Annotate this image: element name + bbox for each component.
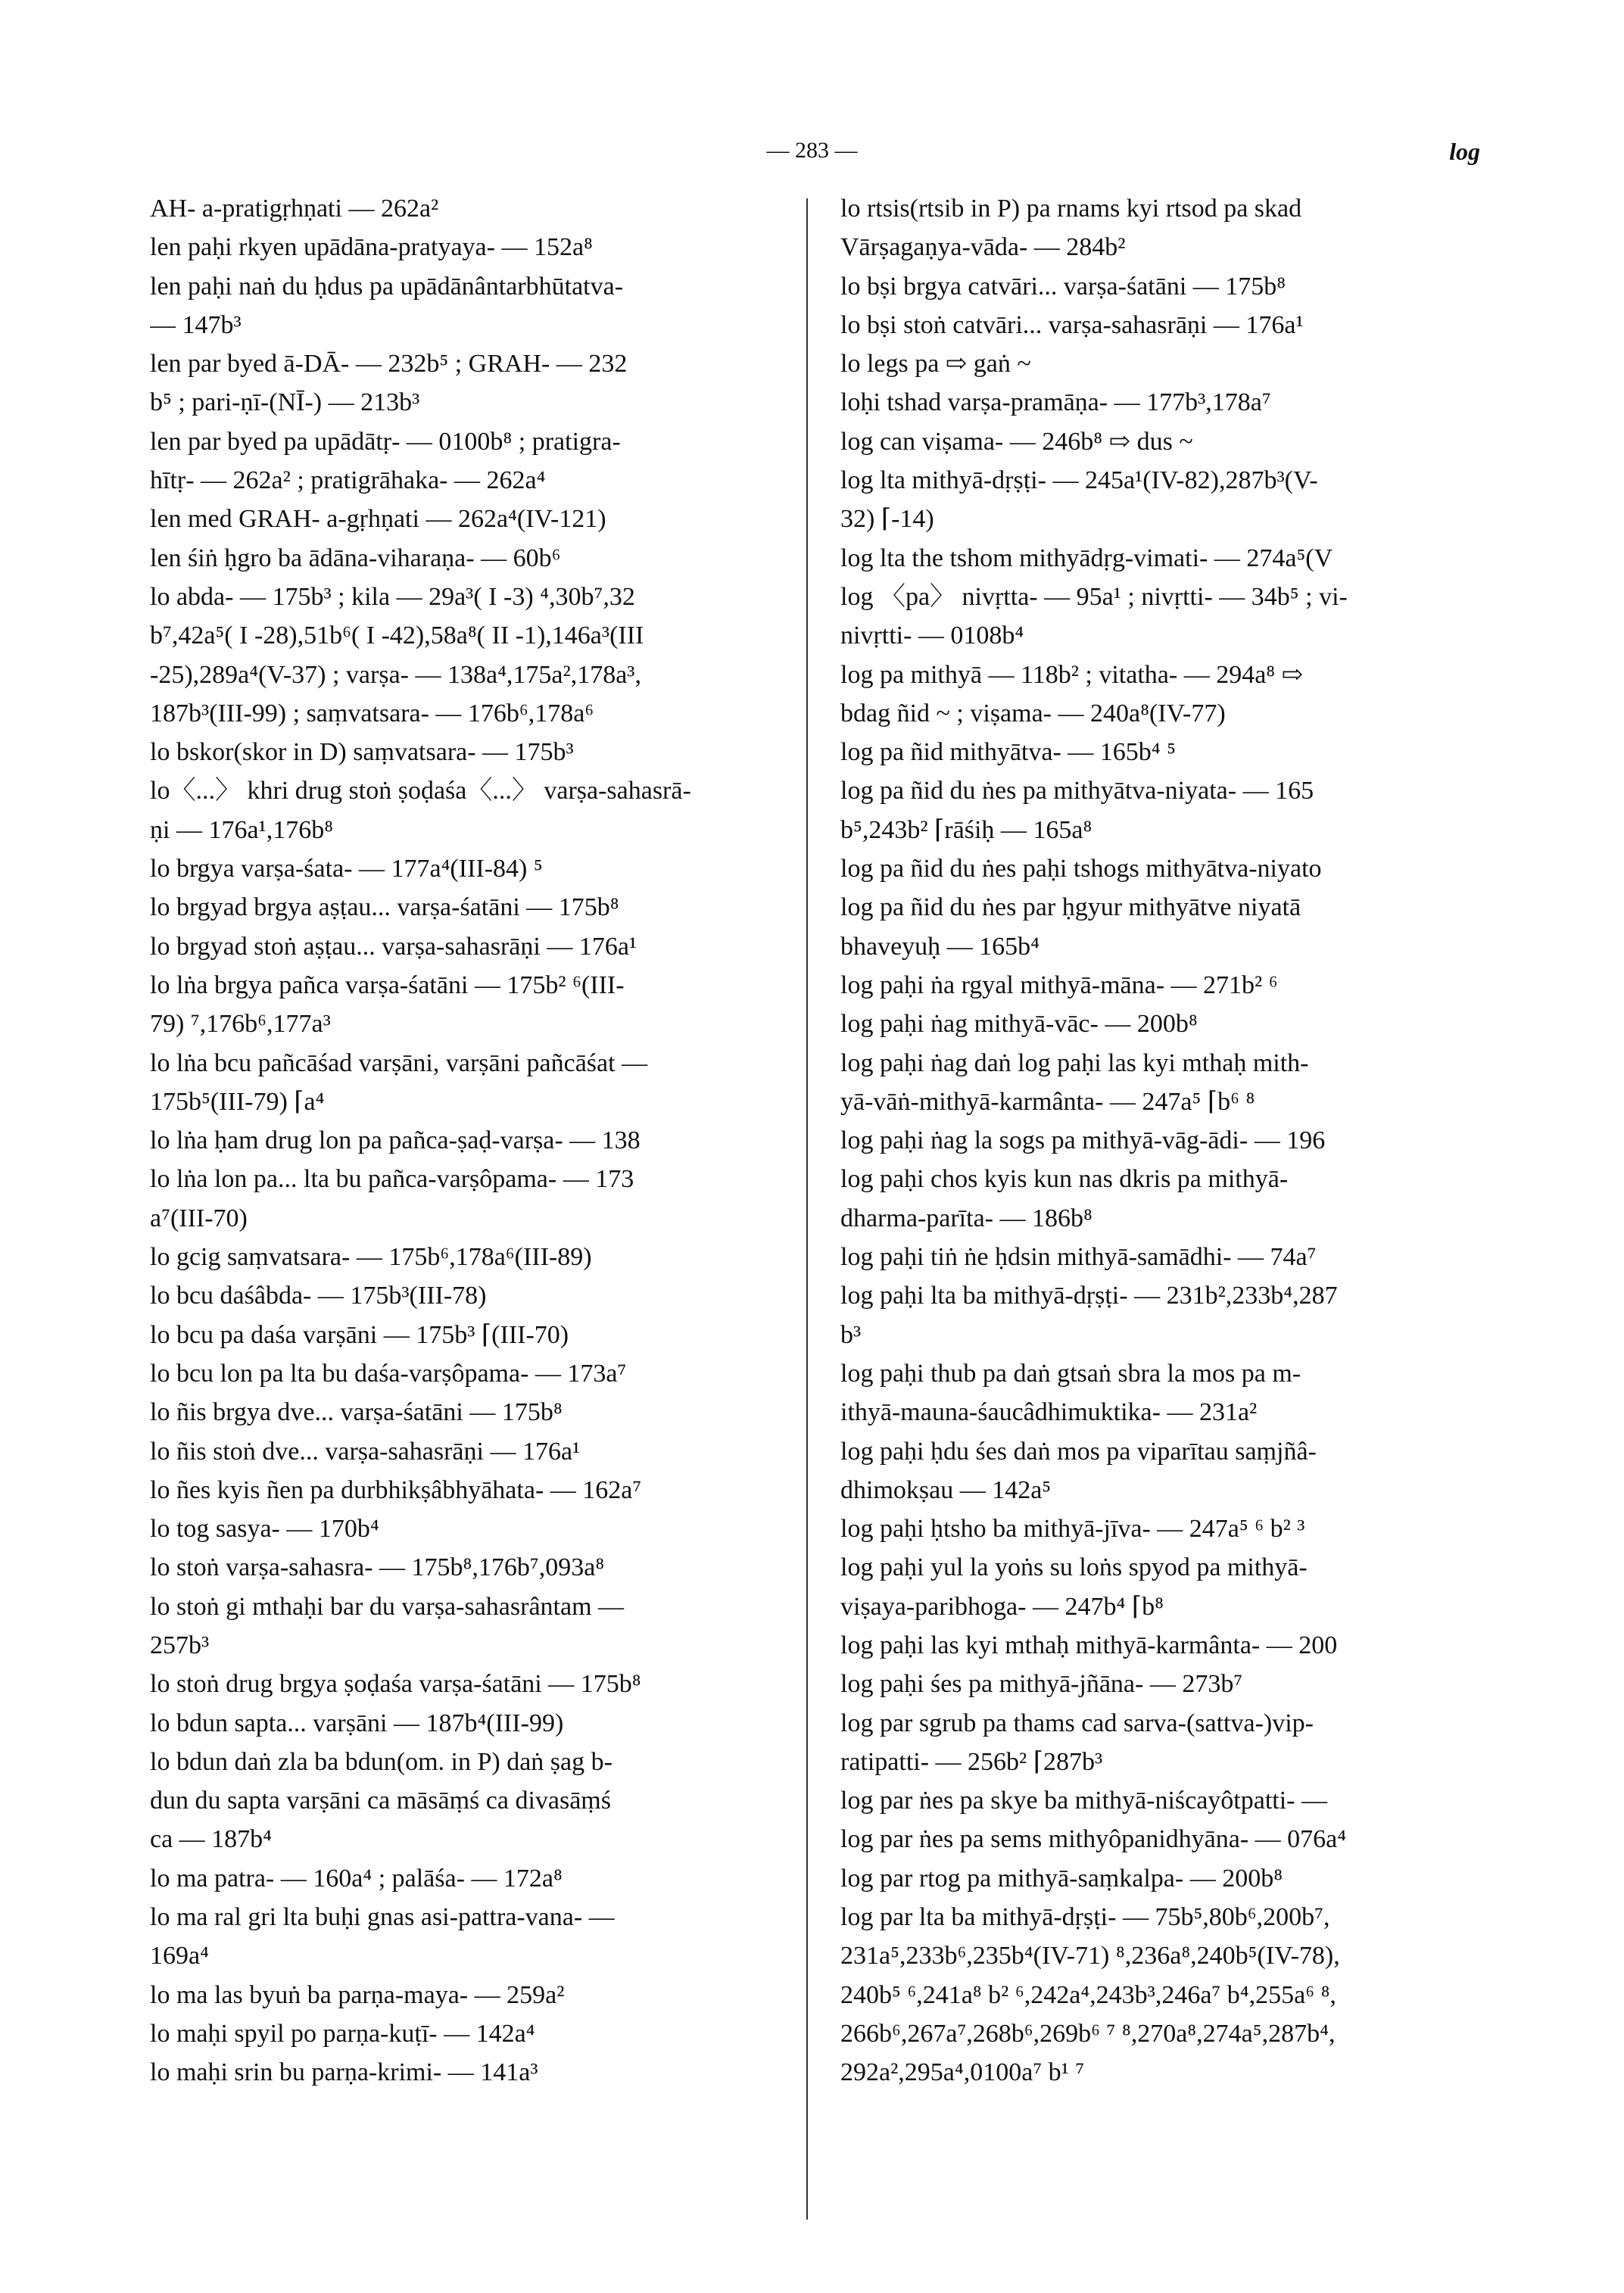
entry-line: lo bdun daṅ zla ba bdun(om. in P) daṅ ṣag b- [150, 1747, 613, 1776]
entry-line: lo abda- — 175b³ ; kila — 29a³( I -3) ⁴,30b⁷,32 [150, 582, 635, 611]
entry-line: lo tog sasya- — 170b⁴ [150, 1515, 379, 1544]
entry-line: 175b⁵(III-79) ⌈a⁴ [150, 1087, 325, 1116]
entry-line: log pa ñid du ṅes pa mithyātva-niyata- — 165 [840, 777, 1314, 805]
entry-line: ca — 187b⁴ [150, 1825, 273, 1854]
entry-line: lo bṣi stoṅ catvāri... varṣa-sahasrāṇi — 176a¹ [840, 310, 1304, 339]
entry-line: lo brgyad brgya aṣṭau... varṣa-śatāni — 175b⁸ [150, 893, 619, 922]
entry-line: len med GRAH- a-gṛhṇati — 262a⁴(IV-121) [150, 505, 606, 534]
entry-line: b³ [840, 1320, 862, 1349]
entry-line: 169a⁴ [150, 1942, 209, 1971]
entry-line: -25),289a⁴(V-37) ; varṣa- — 138a⁴,175a²,178a³, [150, 660, 642, 689]
entry-line: a⁷(III-70) [150, 1204, 248, 1232]
entry-line: lo ñes kyis ñen pa durbhikṣâbhyāhata- — 162a⁷ [150, 1475, 642, 1504]
entry-line: ratipatti- — 256b² ⌈287b³ [840, 1747, 1103, 1776]
entry-line: nivṛtti- — 0108b⁴ [840, 622, 1024, 650]
entry-line: hītṛ- — 262a² ; pratigrāhaka- — 262a⁴ [150, 466, 546, 495]
entry-line: log paḥi thub pa daṅ gtsaṅ sbra la mos pa m- [840, 1359, 1301, 1388]
entry-line: len śiṅ ḥgro ba ādāna-viharaṇa- — 60b⁶ [150, 544, 561, 572]
entry-line: log paḥi yul la yoṅs su loṅs spyod pa mithyā- [840, 1553, 1308, 1582]
entry-line: log can viṣama- — 246b⁸ ⇨ dus ~ [840, 427, 1193, 456]
entry-line: log par lta ba mithyā-dṛṣṭi- — 75b⁵,80b⁶,200b⁷, [840, 1903, 1330, 1932]
entry-line: len par byed ā-DĀ- — 232b⁵ ; GRAH- — 232 [150, 350, 628, 379]
entry-line: lo bskor(skor in D) saṃvatsara- — 175b³ [150, 738, 574, 767]
entry-line: lo bṣi brgya catvāri... varṣa-śatāni — 175b⁸ [840, 272, 1286, 301]
entry-line: lo legs pa ⇨ gaṅ ~ [840, 350, 1031, 379]
entry-line: lo stoṅ varṣa-sahasra- — 175b⁸,176b⁷,093a⁸ [150, 1553, 605, 1582]
entry-line: lo stoṅ gi mthaḥi bar du varṣa-sahasrântam — [150, 1592, 625, 1621]
entry-line: log paḥi tiṅ ṅe ḥdsin mithyā-samādhi- — 74a⁷ [840, 1243, 1317, 1272]
entry-line: lo ma patra- — 160a⁴ ; palāśa- — 172a⁸ [150, 1864, 563, 1893]
entry-line: lo bdun sapta... varṣāni — 187b⁴(III-99) [150, 1709, 564, 1737]
entry-line: bdag ñid ~ ; viṣama- — 240a⁸(IV-77) [840, 699, 1226, 727]
entry-line: lo brgyad stoṅ aṣṭau... varṣa-sahasrāṇi — 176a¹ [150, 932, 637, 961]
entry-line: loḥi tshad varṣa-pramāṇa- — 177b³,178a⁷ [840, 388, 1271, 417]
entry-line: lo lṅa ḥam drug lon pa pañca-ṣaḍ-varṣa- — 138 [150, 1126, 641, 1155]
running-headword: log [1449, 138, 1480, 165]
entry-line: 187b³(III-99) ; saṃvatsara- — 176b⁶,178a⁶ [150, 699, 594, 727]
entry-line: lo lṅa bcu pañcāśad varṣāni, varṣāni pañcāśat — [150, 1048, 648, 1077]
entry-line: log paḥi lta ba mithyā-dṛṣṭi- — 231b²,233b⁴,287 [840, 1282, 1338, 1310]
entry-line: lo maḥi spyil po parṇa-kuṭī- — 142a⁴ [150, 2019, 535, 2048]
entry-line: log lta the tshom mithyādṛg-vimati- — 274a⁵(V [840, 544, 1333, 572]
entry-line: b⁵,243b² ⌈rāśiḥ — 165a⁸ [840, 815, 1093, 844]
entry-line: lo ñis stoṅ dve... varṣa-sahasrāṇi — 176a¹ [150, 1437, 581, 1466]
entry-line: log paḥi chos kyis kun nas dkris pa mithyā- [840, 1165, 1289, 1194]
page-number: — 283 — [766, 138, 858, 163]
entry-line: len paḥi rkyen upādāna-pratyaya- — 152a⁸ [150, 233, 593, 262]
entry-line: log pa ñid mithyātva- — 165b⁴ ⁵ [840, 738, 1176, 767]
page-header [0, 135, 1624, 180]
entry-line: log par sgrub pa thams cad sarva-(sattva-)vip- [840, 1709, 1314, 1737]
entry-line: log paḥi ḥtsho ba mithyā-jīva- — 247a⁵ ⁶ b² ³ [840, 1515, 1305, 1544]
right-column [840, 189, 1485, 2092]
entry-line: log par ṅes pa sems mithyôpanidhyāna- — 076a⁴ [840, 1825, 1347, 1854]
entry-line: AH- a-pratigṛhṇati — 262a² [150, 195, 439, 223]
entry-line: 79) ⁷,176b⁶,177a³ [150, 1010, 331, 1039]
entry-line: bhaveyuḥ — 165b⁴ [840, 932, 1040, 961]
entry-line: 32) ⌈-14) [840, 505, 934, 534]
entry-line: ṇi — 176a¹,176b⁸ [150, 815, 334, 844]
entry-line: lo brgya varṣa-śata- — 177a⁴(III-84) ⁵ [150, 855, 543, 883]
entry-line: b⁵ ; pari-ṇī-(NĪ-) — 213b³ [150, 388, 420, 417]
entry-line: 266b⁶,267a⁷,268b⁶,269b⁶ ⁷ ⁸,270a⁸,274a⁵,287b⁴, [840, 2019, 1336, 2048]
entry-line: log par ṅes pa skye ba mithyā-niścayôtpatti- — [840, 1787, 1327, 1815]
entry-line: yā-vāṅ-mithyā-karmânta- — 247a⁵ ⌈b⁶ ⁸ [840, 1087, 1255, 1116]
entry-line: lo maḥi srin bu parṇa-krimi- — 141a³ [150, 2058, 538, 2087]
entry-line: lo bcu pa daśa varṣāni — 175b³ ⌈(III-70) [150, 1320, 569, 1349]
entry-line: lo bcu lon pa lta bu daśa-varṣôpama- — 173a⁷ [150, 1359, 627, 1388]
entry-line: log paḥi ḥdu śes daṅ mos pa viparītau saṃjñâ- [840, 1437, 1317, 1466]
entry-line: dun du sapta varṣāni ca māsāṃś ca divasāṃś [150, 1787, 611, 1815]
entry-line: 292a²,295a⁴,0100a⁷ b¹ ⁷ [840, 2058, 1085, 2087]
entry-line: lo〈...〉 khri drug stoṅ ṣoḍaśa〈...〉 varṣa-sahasrā- [150, 777, 691, 805]
left-column [150, 189, 787, 2092]
entry-line: log par rtog pa mithyā-saṃkalpa- — 200b⁸ [840, 1864, 1283, 1893]
entry-line: lo ma las byuṅ ba parṇa-maya- — 259a² [150, 1980, 565, 2009]
column-divider [806, 198, 808, 2220]
entry-line: len paḥi naṅ du ḥdus pa upādānântarbhūtatva- [150, 272, 624, 301]
entry-line: lo ñis brgya dve... varṣa-śatāni — 175b⁸ [150, 1398, 563, 1427]
entry-line: b⁷,42a⁵( I -28),51b⁶( I -42),58a⁸( II -1),146a³(III [150, 622, 644, 650]
entry-line: log paḥi ṅag la sogs pa mithyā-vāg-ādi- — 196 [840, 1126, 1326, 1155]
entry-line: lo bcu daśâbda- — 175b³(III-78) [150, 1282, 487, 1310]
entry-line: log paḥi śes pa mithyā-jñāna- — 273b⁷ [840, 1670, 1243, 1699]
entry-line: lo gcig saṃvatsara- — 175b⁶,178a⁶(III-89) [150, 1243, 592, 1272]
entry-line: log pa mithyā — 118b² ; vitatha- — 294a⁸ ⇨ [840, 660, 1304, 689]
entry-line: lo lṅa lon pa... lta bu pañca-varṣôpama- — 173 [150, 1165, 634, 1194]
entry-line: dharma-parīta- — 186b⁸ [840, 1204, 1093, 1232]
entry-line: lo rtsis(rtsib in P) pa rnams kyi rtsod pa skad [840, 195, 1302, 223]
entry-line: ithyā-mauna-śaucâdhimuktika- — 231a² [840, 1398, 1258, 1427]
entry-line: len par byed pa upādātṛ- — 0100b⁸ ; pratigra- [150, 427, 621, 456]
entry-line: log paḥi ṅag mithyā-vāc- — 200b⁸ [840, 1010, 1198, 1039]
entry-line: 257b³ [150, 1631, 210, 1659]
entry-line: lo stoṅ drug brgya ṣoḍaśa varṣa-śatāni — 175b⁸ [150, 1670, 641, 1699]
entry-line: 231a⁵,233b⁶,235b⁴(IV-71) ⁸,236a⁸,240b⁵(IV-78), [840, 1942, 1340, 1971]
entry-line: lo ma ral gri lta buḥi gnas asi-pattra-vana- — [150, 1903, 615, 1932]
entry-line: dhimokṣau — 142a⁵ [840, 1475, 1052, 1504]
entry-line: lo lṅa brgya pañca varṣa-śatāni — 175b² ⁶(III- [150, 970, 625, 999]
entry-line: 240b⁵ ⁶,241a⁸ b² ⁶,242a⁴,243b³,246a⁷ b⁴,255a⁶ ⁸, [840, 1980, 1336, 2009]
entry-line: log paḥi ṅag daṅ log paḥi las kyi mthaḥ mith- [840, 1048, 1309, 1077]
entry-line: log 〈pa〉 nivṛtta- — 95a¹ ; nivṛtti- — 34b⁵ ; vi- [840, 582, 1348, 611]
entry-line: log pa ñid du ṅes par ḥgyur mithyātve niyatā [840, 893, 1301, 922]
entry-line: log lta mithyā-dṛṣṭi- — 245a¹(IV-82),287b³(V- [840, 466, 1318, 495]
entry-line: viṣaya-paribhoga- — 247b⁴ ⌈b⁸ [840, 1592, 1164, 1621]
entry-line: log paḥi ṅa rgyal mithyā-māna- — 271b² ⁶ [840, 970, 1278, 999]
entry-line: Vārṣagaṇya-vāda- — 284b² [840, 233, 1126, 262]
entry-line: — 147b³ [150, 310, 242, 339]
entry-line: log pa ñid du ṅes paḥi tshogs mithyātva-niyato [840, 855, 1322, 883]
entry-line: log paḥi las kyi mthaḥ mithyā-karmânta- — 200 [840, 1631, 1338, 1659]
